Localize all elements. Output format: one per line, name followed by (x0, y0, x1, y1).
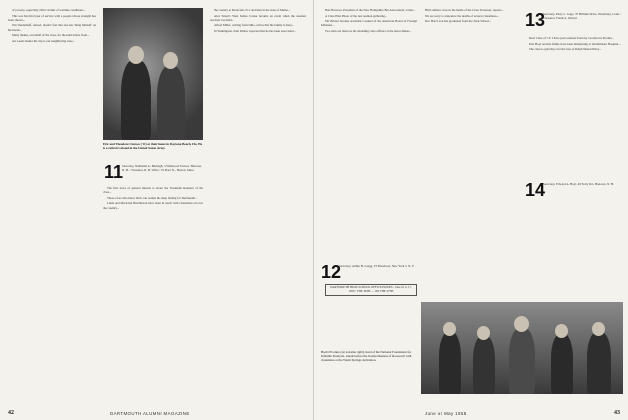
paragraph: Pete Hoyt and his family have been ministering at Westminster Hospital... (529, 41, 621, 46)
right-page (315, 0, 628, 420)
paragraph: the country at Montclair, N.J. and then in the state of Maine... (214, 8, 291, 12)
class-header-13: Secretary, Perry L. Gage, 70 Hillside Drive, Waterbury, Conn. / Treasurer, Frank A. Weaver (543, 12, 622, 20)
paragraph: Art Leeds makes his trip to our neighboring state... (12, 38, 75, 43)
paragraph: Two men are listed as the attending class officers at the latest dinner... (325, 29, 412, 34)
class-number-11: 11 (104, 162, 124, 182)
paragraph: Jim Vanderhoff, retired, doesn't feel that one has 'hung himself' on his hands... (8, 23, 96, 32)
paragraph: Linda and Mertrand Hutchinson have been in touch with classmates all over the country... (103, 201, 203, 210)
cleaves-photo (103, 8, 203, 140)
paragraph: We are sorry to announce the deaths of several classmates... (425, 13, 499, 18)
page-number-left: 42 (8, 410, 14, 416)
class-header-14: Secretary, Edward A. Hoyt, 49 Ferry Rd., Hanover, N. H. (543, 182, 614, 186)
left-column-2 (103, 186, 203, 386)
footer-right: June or May 1958 (425, 411, 467, 416)
photo-caption: Basil O'Connor (at extreme right), head of the National Foundation for Infantile Paralysis, stands before the bronze likeness of Roosevelt with classmates at the Warm Springs dedication. (321, 350, 412, 362)
left-column-1 (8, 8, 96, 388)
paragraph: Doc Hart's son has graduated from the Tuck School... (425, 19, 492, 24)
paragraph: Mr. Bristol became Assistant Counsel of the American Board of Foreign Missions... (321, 19, 417, 28)
page-number-right: 43 (614, 410, 620, 416)
class-header-11: Secretary, Nathaniel G. Burleigh, 3 Wildwood Terrace, Hanover, N. H. / Treasurer, R. B. Wiles / 19 Prior St., Boston, Mass. (122, 164, 202, 172)
paragraph: Many thanks, on behalf of the class, for the kind letters from... (12, 33, 90, 38)
right-column-1 (321, 8, 417, 258)
paragraph: Alex Smart's West Indies Cruise became an event when the steamer Ascania was held... (210, 13, 306, 22)
class-header-12: Secretary, Arthur B. Gregg, 53 Broadway, New York 5, N. Y. (339, 264, 415, 268)
paragraph: Alfred Miller, writing from Ohio, writes that his family is busy... (214, 23, 295, 28)
paragraph: In Washington, Paul Dillow reported that he has been associated... (214, 29, 296, 34)
paragraph: The class is grieving over the loss of Ralph Mason Riley... (529, 47, 602, 52)
paragraph: A Class Pilot Photo of the last reunion gathering... (325, 13, 388, 18)
class-number-12: 12 (321, 262, 342, 282)
warm-springs-photo (421, 302, 623, 394)
paragraph: Bill Lambert, now in the hands of the Class Treasurer, reports... (425, 8, 504, 12)
paragraph: of poverty, especially child victims of wartime conditions... (12, 8, 86, 12)
paragraph: This was his third year of service with a people whose strength has been shown... (8, 13, 96, 22)
reunion-notice-box: DARTMOUTH HIGH-SCHOOL OFFICE-HOURS / June 10 to 17, 1958 / THE 46TH — ON THE 47TH (325, 284, 417, 296)
right-column-3 (525, 36, 623, 174)
paragraph: Burt Barrows, President of the New Hampshire Bar Association, writes... (325, 8, 416, 12)
class-number-13: 13 (525, 10, 546, 30)
paragraph: Those of us who know Dick can realize his deep feeling for Dartmouth... (107, 195, 198, 200)
left-column-3 (210, 8, 306, 388)
right-column-2 (421, 8, 519, 298)
paragraph: Dear Class of '13: I have just returned from my vacation in Florida... (529, 36, 614, 40)
photo-caption: Eric and Theodore Cleaves ('11) at their home in Daytona Beach, Fla. He is a retired Colonel in the United States Army. (103, 142, 202, 150)
footer-left: DARTMOUTH ALUMNI MAGAZINE (110, 411, 190, 416)
class-number-14: 14 (525, 180, 546, 200)
paragraph: The first news of general interest is about the Twentieth Reunion of the class... (103, 186, 203, 195)
